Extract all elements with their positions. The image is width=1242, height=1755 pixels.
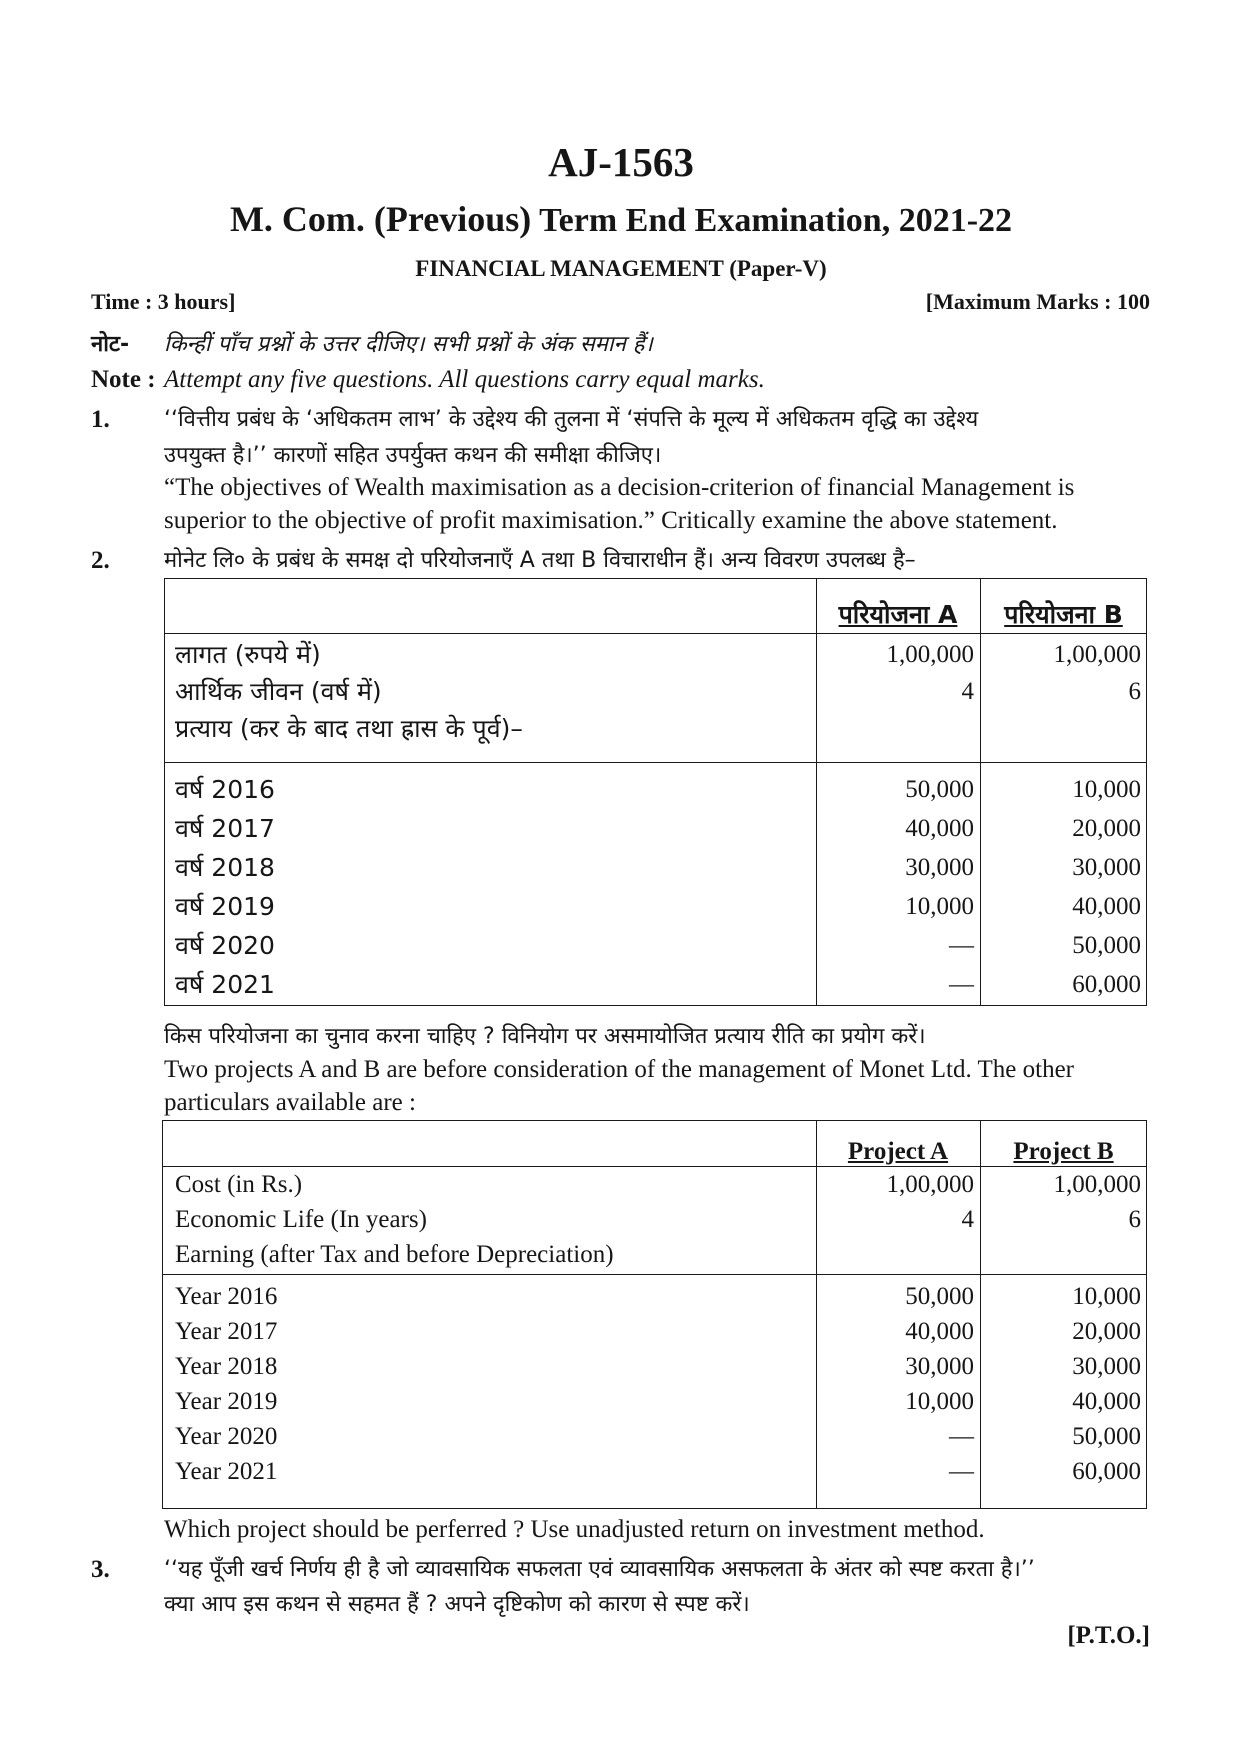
note-english-label: Note :: [91, 366, 156, 393]
hindi-table-rule: [164, 762, 1147, 763]
table-row-label: Year 2017: [175, 1318, 278, 1345]
table-cell-project-a: 1,00,000: [886, 1171, 974, 1198]
table-cell-project-a: —: [949, 971, 974, 998]
question-2-hindi-intro: मोनेट लि० के प्रबंध के समक्ष दो परियोजनाएँ A तथा B विचाराधीन हैं। अन्य विवरण उपलब्ध है–: [164, 548, 916, 573]
table-cell-project-b: 20,000: [1072, 815, 1141, 842]
table-cell-project-a: 10,000: [905, 893, 974, 920]
table-cell-project-b: 60,000: [1072, 971, 1141, 998]
question-2-hindi-question: किस परियोजना का चुनाव करना चाहिए ? विनियोग पर असमायोजित प्रत्याय रीति का प्रयोग करें।: [164, 1024, 926, 1049]
hindi-table-rule: [164, 633, 1147, 634]
question-3-number: 3.: [91, 1556, 110, 1583]
table-row-label: Year 2016: [175, 1283, 278, 1310]
table-cell-project-a: 30,000: [905, 1353, 974, 1380]
table-row-label: वर्ष 2016: [175, 775, 275, 804]
table-row-label: Economic Life (In years): [175, 1206, 427, 1233]
table-cell-project-a: 10,000: [905, 1388, 974, 1415]
table-cell-project-a: 50,000: [905, 1283, 974, 1310]
exam-title-rest: Term End Examination, 2021-22: [531, 202, 1013, 239]
question-2-number: 2.: [91, 547, 110, 574]
table-cell-project-b: 30,000: [1072, 854, 1141, 881]
table-row-label: Year 2018: [175, 1353, 278, 1380]
table-row-label: वर्ष 2018: [175, 853, 275, 882]
table-cell-project-a: 4: [961, 1206, 974, 1233]
note-english-text: Attempt any five questions. All questions carry equal marks.: [164, 366, 765, 393]
question-1-english-line-1: “The objectives of Wealth maximisation as a decision-criterion of financial Management is: [164, 474, 1075, 501]
table-cell-project-b: 1,00,000: [1053, 641, 1141, 668]
english-table-rule: [162, 1274, 1147, 1275]
table-cell-project-b: 40,000: [1072, 893, 1141, 920]
table-row-label: Year 2021: [175, 1458, 278, 1485]
english-col-project-b: Project B: [1013, 1138, 1114, 1165]
table-cell-project-b: 50,000: [1072, 932, 1141, 959]
table-cell-project-a: 40,000: [905, 815, 974, 842]
table-cell-project-a: —: [949, 1458, 974, 1485]
question-3-hindi-line-2: क्या आप इस कथन से सहमत हैं ? अपने दृष्टिकोण को कारण से स्पष्ट करें।: [164, 1592, 750, 1617]
english-table-divider: [980, 1120, 981, 1509]
table-cell-project-b: 10,000: [1072, 776, 1141, 803]
table-cell-project-a: 1,00,000: [886, 641, 974, 668]
table-row-label: वर्ष 2019: [175, 892, 275, 921]
table-cell-project-b: 1,00,000: [1053, 1171, 1141, 1198]
subject-title: FINANCIAL MANAGEMENT (Paper-V): [415, 256, 827, 281]
pto-label: [P.T.O.]: [1067, 1622, 1150, 1649]
table-cell-project-a: 4: [961, 678, 974, 705]
max-marks-label: [Maximum Marks : 100: [925, 289, 1150, 314]
note-hindi-text: किन्हीं पाँच प्रश्नों के उत्तर दीजिए। सभी प्रश्नों के अंक समान हैं।: [164, 332, 653, 357]
table-row-label: प्रत्याय (कर के बाद तथा ह्रास के पूर्व)–: [175, 714, 523, 743]
table-cell-project-a: 30,000: [905, 854, 974, 881]
exam-title: [0, 198, 1242, 240]
question-1-english-line-2: superior to the objective of profit maximisation.” Critically examine the above statement.: [164, 507, 1058, 534]
question-1-hindi-line-1: ‘‘वित्तीय प्रबंध के ‘अधिकतम लाभ’ के उद्देश्य की तुलना में ‘संपत्ति के मूल्य में अधिकतम वृद्धि का उद्देश्य: [164, 407, 979, 432]
table-cell-project-a: 50,000: [905, 776, 974, 803]
table-cell-project-b: 6: [1128, 678, 1141, 705]
table-row-label: Year 2019: [175, 1388, 278, 1415]
table-cell-project-a: —: [949, 932, 974, 959]
table-row-label: वर्ष 2020: [175, 931, 275, 960]
table-cell-project-b: 40,000: [1072, 1388, 1141, 1415]
question-2-english-intro-line-1: Two projects A and B are before consideration of the management of Monet Ltd. The other: [164, 1056, 1075, 1083]
english-col-project-a: Project A: [847, 1138, 949, 1165]
table-cell-project-b: 50,000: [1072, 1423, 1141, 1450]
table-cell-project-b: 30,000: [1072, 1353, 1141, 1380]
table-cell-project-a: —: [949, 1423, 974, 1450]
table-cell-project-b: 60,000: [1072, 1458, 1141, 1485]
question-2-english-intro-line-2: particulars available are :: [164, 1089, 416, 1116]
question-1-number: 1.: [91, 406, 110, 433]
table-cell-project-b: 10,000: [1072, 1283, 1141, 1310]
table-cell-project-b: 6: [1128, 1206, 1141, 1233]
hindi-col-project-a: परियोजना A: [838, 600, 958, 629]
question-2-english-question: Which project should be perferred ? Use unadjusted return on investment method.: [164, 1516, 985, 1543]
table-row-label: Cost (in Rs.): [175, 1171, 303, 1198]
note-hindi-label: नोट-: [91, 332, 130, 357]
table-row-label: आर्थिक जीवन (वर्ष में): [175, 677, 382, 706]
table-row-label: वर्ष 2017: [175, 814, 275, 843]
table-cell-project-a: 40,000: [905, 1318, 974, 1345]
time-label: Time : 3 hours]: [91, 289, 236, 314]
table-row-label: लागत (रुपये में): [175, 640, 321, 669]
english-table-divider: [816, 1120, 817, 1509]
hindi-table-divider: [980, 578, 981, 1006]
question-1-hindi-line-2: उपयुक्त है।’’ कारणों सहित उपर्युक्त कथन की समीक्षा कीजिए।: [164, 443, 662, 468]
table-row-label: Earning (after Tax and before Depreciation): [175, 1241, 614, 1268]
hindi-table-divider: [816, 578, 817, 1006]
table-row-label: Year 2020: [175, 1423, 278, 1450]
table-cell-project-b: 20,000: [1072, 1318, 1141, 1345]
exam-title-bold: M. Com. (Previous): [229, 199, 532, 239]
hindi-col-project-b: परियोजना B: [1004, 600, 1123, 629]
paper-code: AJ-1563: [548, 139, 694, 185]
question-3-hindi-line-1: ‘‘यह पूँजी खर्च निर्णय ही है जो व्यावसायिक सफलता एवं व्यावसायिक असफलता के अंतर को स्पष्ट करता है।’’: [164, 1557, 1035, 1582]
table-row-label: वर्ष 2021: [175, 970, 275, 999]
